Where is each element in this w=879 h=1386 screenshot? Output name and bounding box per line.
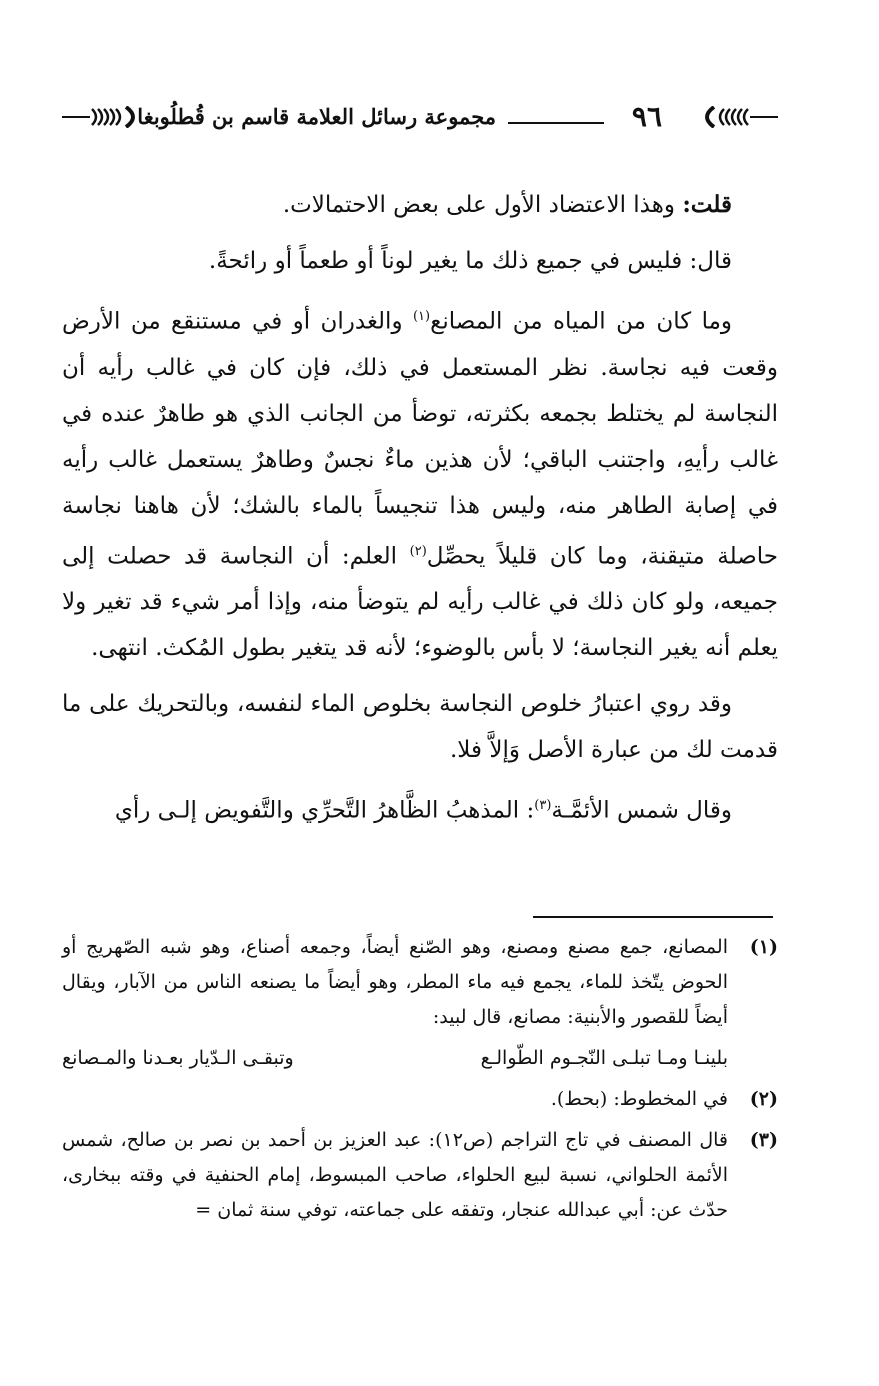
paragraph-text: : المذهبُ الظَّاهرُ التَّحرِّي والتَّفويض إلـى رأي [114, 797, 535, 824]
paragraph-qala [62, 238, 778, 284]
footnote-number: (١) [749, 936, 778, 958]
paragraph-lead: قلت: [682, 191, 732, 218]
paragraph-text: وهذا الاعتضاد الأول على بعض الاحتمالات. [282, 192, 683, 218]
footnotes [62, 930, 778, 1234]
footnote-text: في المخطوط: (بحط). [550, 1088, 728, 1110]
footnote-ref[interactable]: (١) [412, 309, 431, 324]
paragraph-shams-al-aimma [62, 783, 778, 834]
paragraph-lead: قال: [689, 248, 732, 274]
paragraph-text: وما كان من المياه من المصانع [430, 308, 732, 335]
verse-second-hemistich: وتبقـى الـدّيار بعـدنا والمـصانع [62, 1047, 294, 1069]
verse-first-hemistich: بلينـا ومـا تبلـى النّجـوم الطّوالـع [480, 1047, 728, 1069]
footnote-3 [62, 1123, 778, 1228]
page-number: ٩٦ [631, 100, 662, 133]
footnote-number: (٣) [749, 1129, 778, 1151]
paragraph-water-ruling [62, 294, 778, 671]
header-ornament-right-icon [690, 106, 780, 128]
paragraph-text: فليس في جميع ذلك ما يغير لوناً أو طعماً أو رائحةً. [208, 248, 690, 274]
poetry-verse [62, 1041, 778, 1076]
footnote-text: المصانع، جمع مصنع ومصنع، وهو الصّنع أيضاً، وجمعه أصناع، وهو شبه الصّهريج أو الحوض يتّخذ للماء، يجمع فيه ماء المطر، وهو أيضاً ما يصنعه الناس من الآبار، ويقال أيضاً للقصور والأبنية: مصانع، قال لبيد: [62, 936, 728, 1028]
footnote-1 [62, 930, 778, 1035]
running-title: مجموعة رسائل العلامة قاسم بن قُطلُوبغا [137, 104, 496, 129]
paragraph-text: والغدران أو في مستنقع من الأرض وقعت فيه نجاسة. نظر المستعمل في ذلك، فإن كان في غالب رأيه أن النجاسة لم يختلط بجمعه بكثرته، توضأ من الجانب الذي هو طاهرٌ عنده في غالب رأيهِ، واجتنب الباقي؛ لأن هذين ماءٌ نجسٌ وطاهرٌ يستعمل غالب رأيه في إصابة الطاهر منه، وليس هذا تنجيساً بالماء بالشك؛ لأن هاهنا نجاسة حاصلة متيقنة، وما كان قليلاً يحصِّل [62, 308, 778, 570]
paragraph-text: وقد روي اعتبارُ خلوص النجاسة بخلوص الماء لنفسه، وبالتحريك على ما قدمت لك من عبارة الأصل وَإلاَّ فلا. [62, 691, 778, 764]
header-rule [508, 122, 604, 124]
main-text [62, 182, 778, 844]
footnote-number: (٢) [749, 1088, 778, 1110]
footnote-2 [62, 1082, 778, 1117]
footnote-separator [533, 916, 773, 918]
running-header [60, 96, 780, 136]
paragraph-text: العلم: أن النجاسة قد حصلت إلى جميعه، ولو كان ذلك في غالب رأيه لم يتوضأ منه، وإذا أمر شيء قد تغير ولا يعلم أنه يغير النجاسة؛ لا بأس بالوضوء؛ لأنه قد يتغير بطول المُكث. انتهى. [62, 543, 778, 662]
paragraph-qultu [62, 182, 778, 228]
footnote-ref[interactable]: (٣) [534, 798, 552, 814]
paragraph-narration [62, 681, 778, 773]
header-ornament-left-icon [60, 106, 150, 128]
paragraph-text: وقال شمس الأئمَّـة [551, 797, 732, 824]
footnote-ref[interactable]: (٢) [409, 543, 427, 559]
footnote-text: قال المصنف في تاج التراجم (ص١٢): عبد العزيز بن أحمد بن نصر بن صالح، شمس الأئمة الحلواني، نسبة لبيع الحلواء، صاحب المبسوط، إمام الحنفية في وقته ببخارى، حدّث عن: أبي عبدالله عنجار، وتفقه على جماعته، توفي سنة ثمان = [62, 1129, 729, 1221]
